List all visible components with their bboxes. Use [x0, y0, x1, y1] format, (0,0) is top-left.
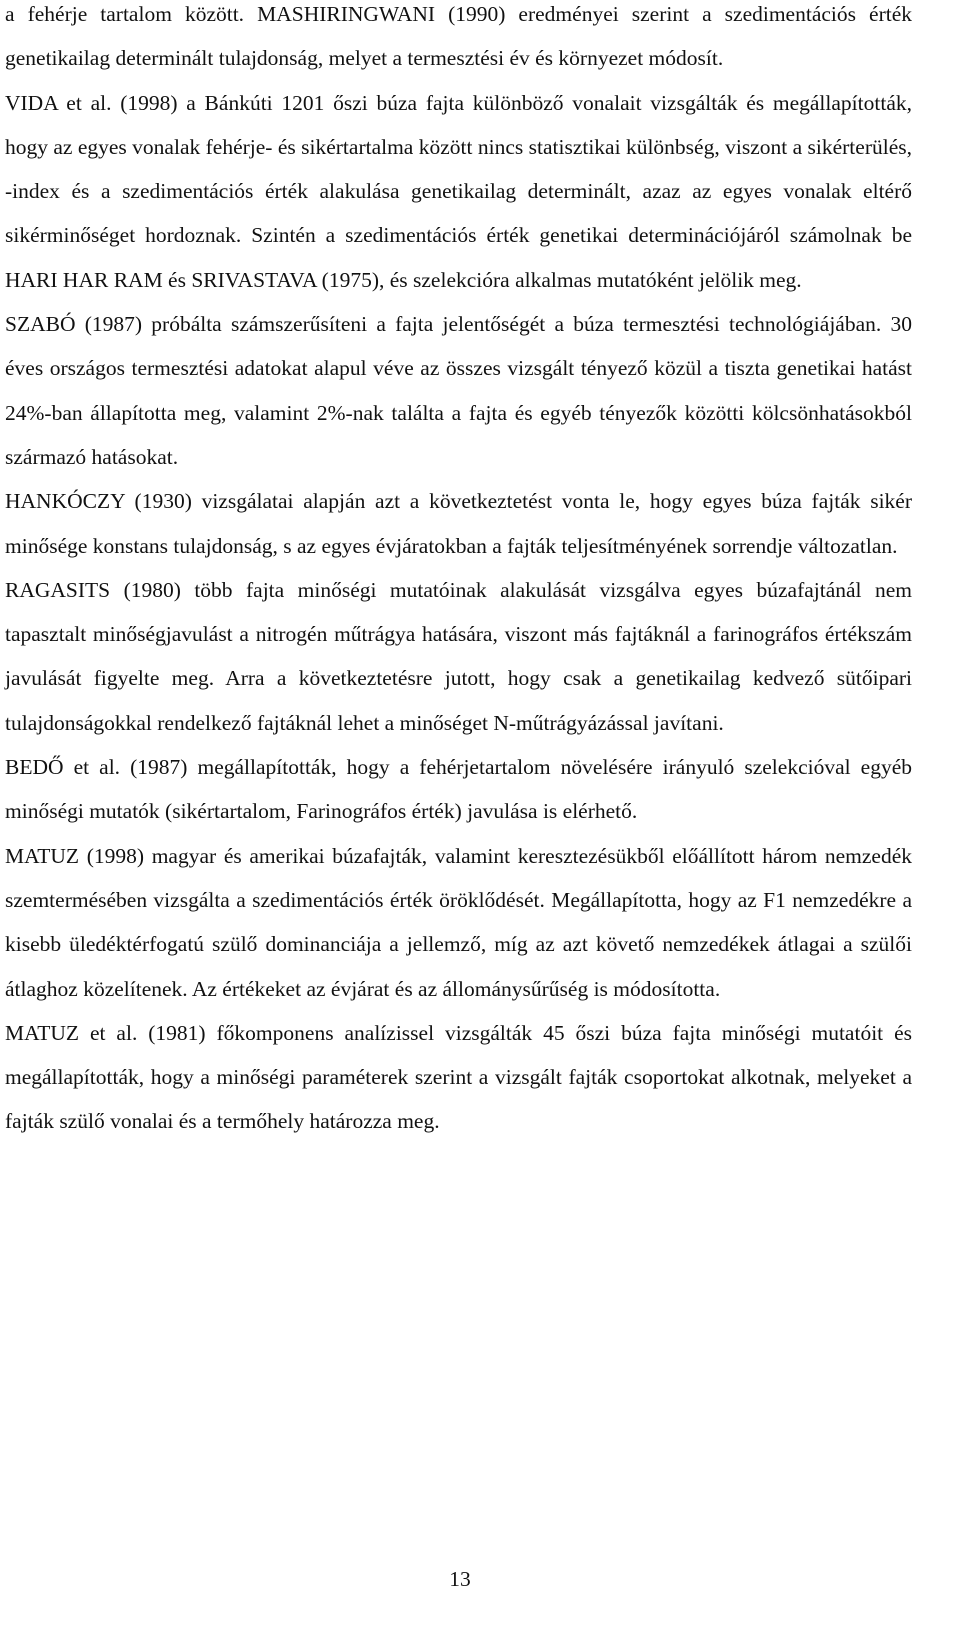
paragraph-mashiringwani: a fehérje tartalom között. MASHIRINGWANI (1990) eredményei szerint a szedimentációs érték genetikailag determinált tulajdonság, melyet a termesztési év és környezet módosít. [5, 2, 912, 71]
paragraph-hankoczy: HANKÓCZY (1930) vizsgálatai alapján azt a következtetést vonta le, hogy egyes búza fajták sikér minősége konstans tulajdonság, s az egyes évjáratokban a fajták teljesítményének sorrendje változatlan. [5, 489, 912, 558]
paragraph-matuz-1981: MATUZ et al. (1981) főkomponens analízissel vizsgálták 45 őszi búza fajta minőségi mutatóit és megállapították, hogy a minőségi paraméterek szerint a vizsgált fajták csoportokat alkotnak, melyeket a fajták szülő vonalai és a termőhely határozza meg. [5, 1020, 912, 1134]
body-text [5, 0, 912, 1144]
paragraph-vida: VIDA et al. (1998) a Bánkúti 1201 őszi búza fajta különböző vonalait vizsgálták és megállapították, hogy az egyes vonalak fehérje- és sikértartalma között nincs statisztikai különbség, viszont a sikérterülés, -index és a szedimentációs érték alakulása genetikailag determinált, azaz az egyes vonalak eltérő sikérminőséget hordoznak. Szintén a szedimentációs érték genetikai determinációjáról számolnak be HARI HAR RAM és SRIVASTAVA (1975), és szelekcióra alkalmas mutatóként jelölik meg. [5, 90, 912, 292]
paragraph-bedo: BEDŐ et al. (1987) megállapították, hogy a fehérjetartalom növelésére irányuló szelekcióval egyéb minőségi mutatók (sikértartalom, Farinográfos érték) javulása is elérhető. [5, 755, 912, 824]
paragraph-ragasits: RAGASITS (1980) több fajta minőségi mutatóinak alakulását vizsgálva egyes búzafajtánál nem tapasztalt minőségjavulást a nitrogén műtrágya hatására, viszont más fajtáknál a farinográfos értékszám javulását figyelte meg. Arra a következtetésre jutott, hogy csak a genetikailag kedvező sütőipari tulajdonságokkal rendelkező fajtáknál lehet a minőséget N-műtrágyázással javítani. [5, 577, 912, 735]
paragraph-szabo: SZABÓ (1987) próbálta számszerűsíteni a fajta jelentőségét a búza termesztési technológiájában. 30 éves országos termesztési adatokat alapul véve az összes vizsgált tényező közül a tiszta genetikai hatást 24%-ban állapította meg, valamint 2%-nak találta a fajta és egyéb tényezők közötti kölcsönhatásokból származó hatásokat. [5, 312, 912, 469]
page-number: 13 [449, 1567, 471, 1591]
paragraph-matuz-1998: MATUZ (1998) magyar és amerikai búzafajták, valamint keresztezésükből előállított három nemzedék szemtermésében vizsgálta a szedimentációs érték öröklődését. Megállapította, hogy az F1 nemzedékre a kisebb üledéktérfogatú szülő dominanciája a jellemző, míg az azt követő nemzedékek átlagai a szülői átlaghoz közelítenek. Az értékeket az évjárat és az állománysűrűség is módosította. [5, 843, 912, 1001]
